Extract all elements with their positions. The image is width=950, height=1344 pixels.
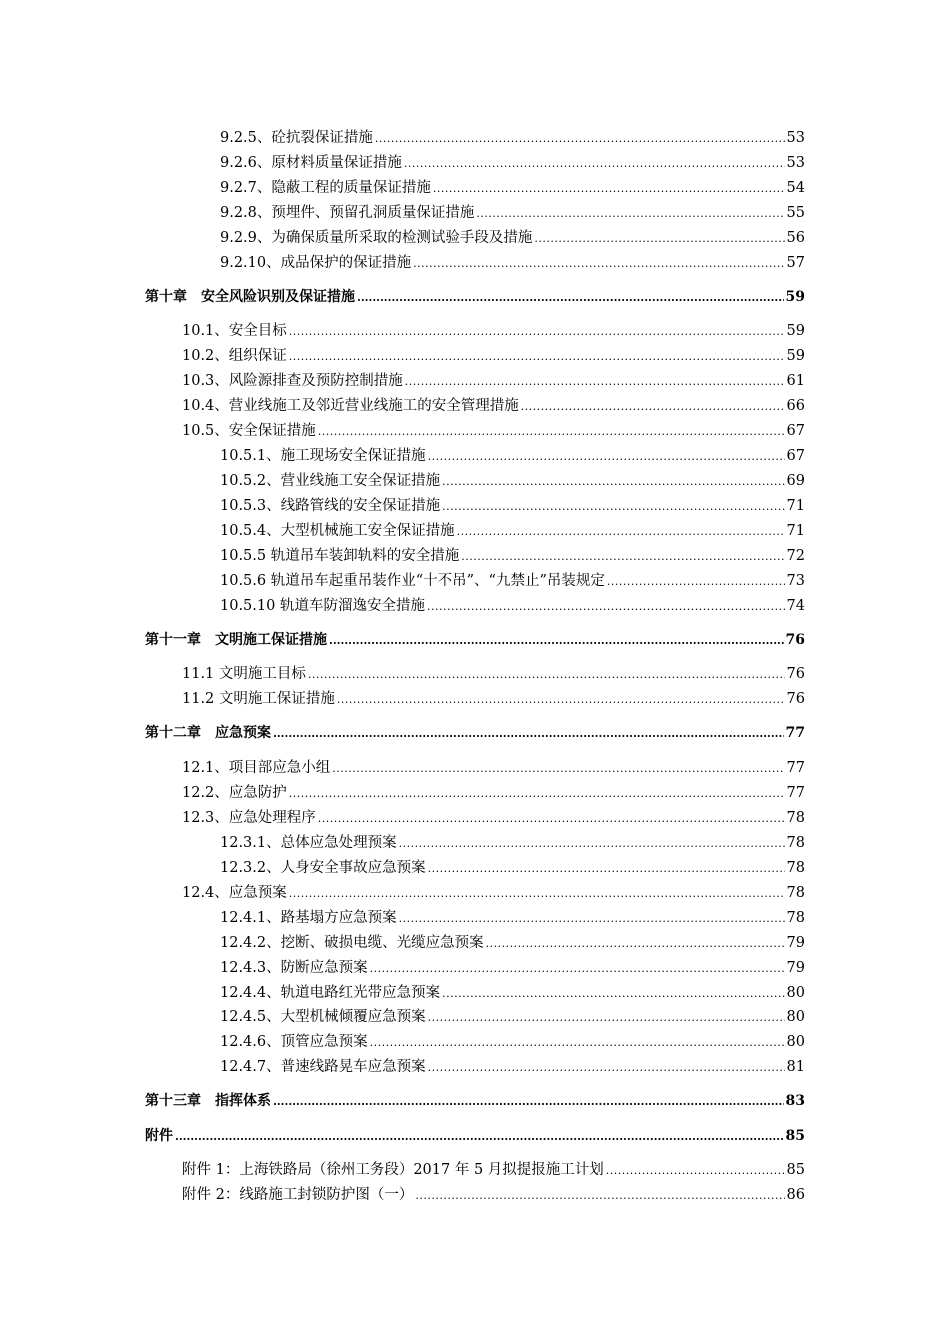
toc-entry-page: 77 bbox=[786, 785, 805, 801]
toc-entry-page: 85 bbox=[786, 1162, 805, 1178]
toc-chapter-title: 附件 bbox=[145, 1128, 173, 1144]
toc-entry-page: 67 bbox=[786, 423, 805, 439]
dot-leader bbox=[413, 253, 784, 275]
dot-leader bbox=[428, 1057, 785, 1079]
toc-entry[interactable] bbox=[182, 663, 805, 685]
toc-entry-title: 10.4、营业线施工及邻近营业线施工的安全管理措施 bbox=[182, 398, 519, 414]
toc-entry-title: 9.2.6、原材料质量保证措施 bbox=[220, 155, 402, 171]
toc-entry[interactable] bbox=[220, 570, 805, 592]
toc-entry-page: 81 bbox=[786, 1059, 805, 1075]
toc-entry-title: 10.2、组织保证 bbox=[182, 348, 287, 364]
toc-entry-page: 59 bbox=[786, 323, 805, 339]
toc-entry-page: 78 bbox=[786, 885, 805, 901]
toc-entry-title: 附件 1：上海铁路局（徐州工务段）2017 年 5 月拟提报施工计划 bbox=[182, 1162, 604, 1178]
toc-entry[interactable] bbox=[220, 857, 805, 879]
toc-entry[interactable] bbox=[220, 470, 805, 492]
toc-entry[interactable] bbox=[220, 957, 805, 979]
dot-leader bbox=[370, 958, 785, 980]
toc-entry[interactable] bbox=[220, 545, 805, 567]
toc-entry[interactable] bbox=[220, 177, 805, 199]
dot-leader bbox=[289, 883, 785, 905]
toc-entry-title: 12.1、项目部应急小组 bbox=[182, 760, 331, 776]
dot-leader bbox=[308, 664, 785, 686]
dot-leader bbox=[332, 758, 784, 780]
dot-leader bbox=[289, 783, 785, 805]
toc-chapter[interactable] bbox=[145, 1125, 805, 1147]
toc-chapter-page: 85 bbox=[785, 1128, 805, 1144]
toc-entry[interactable] bbox=[182, 688, 805, 710]
toc-entry[interactable] bbox=[182, 370, 805, 392]
toc-entry[interactable] bbox=[220, 520, 805, 542]
toc-entry-page: 71 bbox=[786, 523, 805, 539]
toc-entry-page: 79 bbox=[786, 935, 805, 951]
dot-leader bbox=[427, 596, 785, 618]
toc-entry[interactable] bbox=[220, 202, 805, 224]
toc-entry-title: 12.3.2、人身安全事故应急预案 bbox=[220, 860, 426, 876]
toc-entry[interactable] bbox=[220, 227, 805, 249]
toc-entry-title: 12.4、应急预案 bbox=[182, 885, 287, 901]
toc-entry-page: 80 bbox=[786, 1034, 805, 1050]
toc-chapter-page: 59 bbox=[785, 289, 805, 305]
dot-leader bbox=[175, 1126, 784, 1148]
dot-leader bbox=[607, 571, 785, 593]
toc-entry[interactable] bbox=[220, 1031, 805, 1053]
toc-entry-title: 12.4.3、防断应急预案 bbox=[220, 960, 368, 976]
toc-entry[interactable] bbox=[182, 1184, 805, 1206]
toc-entry[interactable] bbox=[182, 807, 805, 829]
toc-entry-page: 73 bbox=[786, 573, 805, 589]
toc-entry-page: 80 bbox=[786, 985, 805, 1001]
toc-entry-page: 54 bbox=[786, 180, 805, 196]
toc-entry[interactable] bbox=[182, 782, 805, 804]
toc-entry-page: 78 bbox=[786, 860, 805, 876]
toc-entry-title: 10.5.5 轨道吊车装卸轨料的安全措施 bbox=[220, 548, 460, 564]
toc-chapter-page: 76 bbox=[785, 632, 805, 648]
toc-chapter[interactable] bbox=[145, 1090, 805, 1112]
toc-entry-title: 10.5.6 轨道吊车起重吊装作业“十不吊”、“九禁止”吊装规定 bbox=[220, 573, 605, 589]
dot-leader bbox=[442, 983, 784, 1005]
toc-chapter-title: 第十章 安全风险识别及保证措施 bbox=[145, 289, 355, 305]
toc-entry-title: 10.5.10 轨道车防溜逸安全措施 bbox=[220, 598, 425, 614]
toc-entry-page: 72 bbox=[786, 548, 805, 564]
dot-leader bbox=[534, 228, 784, 250]
toc-entry-title: 9.2.10、成品保护的保证措施 bbox=[220, 255, 412, 271]
toc-entry-page: 66 bbox=[786, 398, 805, 414]
toc-entry[interactable] bbox=[220, 932, 805, 954]
toc-chapter-title: 第十二章 应急预案 bbox=[145, 725, 271, 741]
toc-entry[interactable] bbox=[182, 420, 805, 442]
toc-entry-page: 55 bbox=[786, 205, 805, 221]
toc-entry-page: 59 bbox=[786, 348, 805, 364]
toc-entry-title: 9.2.8、预埋件、预留孔洞质量保证措施 bbox=[220, 205, 475, 221]
toc-entry-title: 10.3、风险源排查及预防控制措施 bbox=[182, 373, 403, 389]
toc-entry-title: 12.4.4、轨道电路红光带应急预案 bbox=[220, 985, 441, 1001]
dot-leader bbox=[442, 496, 784, 518]
toc-entry[interactable] bbox=[220, 127, 805, 149]
dot-leader bbox=[375, 128, 785, 150]
toc-entry[interactable] bbox=[182, 882, 805, 904]
toc-entry-page: 61 bbox=[786, 373, 805, 389]
toc-entry[interactable] bbox=[220, 252, 805, 274]
toc-chapter-title: 第十一章 文明施工保证措施 bbox=[145, 632, 327, 648]
toc-entry-title: 9.2.7、隐蔽工程的质量保证措施 bbox=[220, 180, 431, 196]
toc-entry[interactable] bbox=[220, 907, 805, 929]
toc-entry[interactable] bbox=[220, 495, 805, 517]
toc-entry-page: 74 bbox=[786, 598, 805, 614]
toc-entry[interactable] bbox=[220, 982, 805, 1004]
dot-leader bbox=[428, 446, 785, 468]
dot-leader bbox=[457, 521, 785, 543]
dot-leader bbox=[442, 471, 784, 493]
dot-leader bbox=[486, 933, 785, 955]
toc-entry-page: 53 bbox=[786, 155, 805, 171]
toc-entry-title: 12.3、应急处理程序 bbox=[182, 810, 316, 826]
toc-chapter[interactable] bbox=[145, 286, 805, 308]
toc-entry-title: 11.2 文明施工保证措施 bbox=[182, 691, 335, 707]
dot-leader bbox=[606, 1160, 785, 1182]
toc-entry-page: 78 bbox=[786, 810, 805, 826]
dot-leader bbox=[399, 908, 785, 930]
toc-entry[interactable] bbox=[220, 1056, 805, 1078]
toc-chapter-page: 83 bbox=[785, 1093, 805, 1109]
toc-entry-page: 53 bbox=[786, 130, 805, 146]
dot-leader bbox=[370, 1032, 785, 1054]
toc-chapter[interactable] bbox=[145, 722, 805, 744]
toc-chapter[interactable] bbox=[145, 629, 805, 651]
toc-entry[interactable] bbox=[182, 1159, 805, 1181]
toc-entry[interactable] bbox=[220, 152, 805, 174]
dot-leader bbox=[318, 421, 785, 443]
toc-entry-title: 12.4.7、普速线路晃车应急预案 bbox=[220, 1059, 426, 1075]
dot-leader bbox=[428, 858, 785, 880]
toc-entry[interactable] bbox=[220, 445, 805, 467]
dot-leader bbox=[433, 178, 785, 200]
toc-entry-title: 12.4.5、大型机械倾覆应急预案 bbox=[220, 1009, 426, 1025]
toc-entry[interactable] bbox=[182, 757, 805, 779]
toc-entry-page: 79 bbox=[786, 960, 805, 976]
dot-leader bbox=[357, 287, 784, 309]
toc-entry-title: 10.1、安全目标 bbox=[182, 323, 287, 339]
dot-leader bbox=[318, 808, 785, 830]
toc-entry-title: 10.5、安全保证措施 bbox=[182, 423, 316, 439]
dot-leader bbox=[521, 396, 785, 418]
toc-entry-title: 12.3.1、总体应急处理预案 bbox=[220, 835, 397, 851]
toc-entry-title: 附件 2：线路施工封锁防护图（一） bbox=[182, 1187, 414, 1203]
toc-entry-title: 12.4.2、挖断、破损电缆、光缆应急预案 bbox=[220, 935, 484, 951]
toc-entry-title: 12.4.6、顶管应急预案 bbox=[220, 1034, 368, 1050]
toc-chapter-page: 77 bbox=[785, 725, 805, 741]
dot-leader bbox=[428, 1007, 785, 1029]
toc-entry-page: 86 bbox=[786, 1187, 805, 1203]
toc-entry-page: 76 bbox=[786, 666, 805, 682]
dot-leader bbox=[461, 546, 784, 568]
toc-entry-title: 10.5.1、施工现场安全保证措施 bbox=[220, 448, 426, 464]
toc-entry-page: 78 bbox=[786, 835, 805, 851]
dot-leader bbox=[289, 346, 785, 368]
toc-entry-title: 10.5.3、线路管线的安全保证措施 bbox=[220, 498, 441, 514]
dot-leader bbox=[399, 833, 785, 855]
toc-entry[interactable] bbox=[220, 595, 805, 617]
dot-leader bbox=[404, 153, 785, 175]
dot-leader bbox=[337, 689, 785, 711]
toc-entry[interactable] bbox=[182, 345, 805, 367]
dot-leader bbox=[476, 203, 784, 225]
toc-entry-page: 56 bbox=[786, 230, 805, 246]
dot-leader bbox=[273, 723, 784, 745]
dot-leader bbox=[329, 630, 784, 652]
toc-entry-page: 80 bbox=[786, 1009, 805, 1025]
toc-entry-title: 10.5.2、营业线施工安全保证措施 bbox=[220, 473, 441, 489]
dot-leader bbox=[273, 1091, 784, 1113]
toc-entry-title: 9.2.5、砼抗裂保证措施 bbox=[220, 130, 373, 146]
toc-entry-title: 11.1 文明施工目标 bbox=[182, 666, 306, 682]
dot-leader bbox=[415, 1185, 784, 1207]
toc-chapter-title: 第十三章 指挥体系 bbox=[145, 1093, 271, 1109]
toc-entry[interactable] bbox=[220, 1006, 805, 1028]
toc-entry-page: 69 bbox=[786, 473, 805, 489]
toc-entry-title: 12.4.1、路基塌方应急预案 bbox=[220, 910, 397, 926]
dot-leader bbox=[405, 371, 785, 393]
toc-entry-page: 78 bbox=[786, 910, 805, 926]
toc-entry[interactable] bbox=[220, 832, 805, 854]
toc-entry-page: 77 bbox=[786, 760, 805, 776]
toc-entry-title: 12.2、应急防护 bbox=[182, 785, 287, 801]
toc-entry[interactable] bbox=[182, 395, 805, 417]
toc-entry-title: 9.2.9、为确保质量所采取的检测试验手段及措施 bbox=[220, 230, 533, 246]
dot-leader bbox=[289, 321, 785, 343]
toc-entry-page: 71 bbox=[786, 498, 805, 514]
toc-entry-page: 57 bbox=[786, 255, 805, 271]
toc-entry-page: 67 bbox=[786, 448, 805, 464]
toc-entry[interactable] bbox=[182, 320, 805, 342]
toc-entry-page: 76 bbox=[786, 691, 805, 707]
toc-entry-title: 10.5.4、大型机械施工安全保证措施 bbox=[220, 523, 455, 539]
